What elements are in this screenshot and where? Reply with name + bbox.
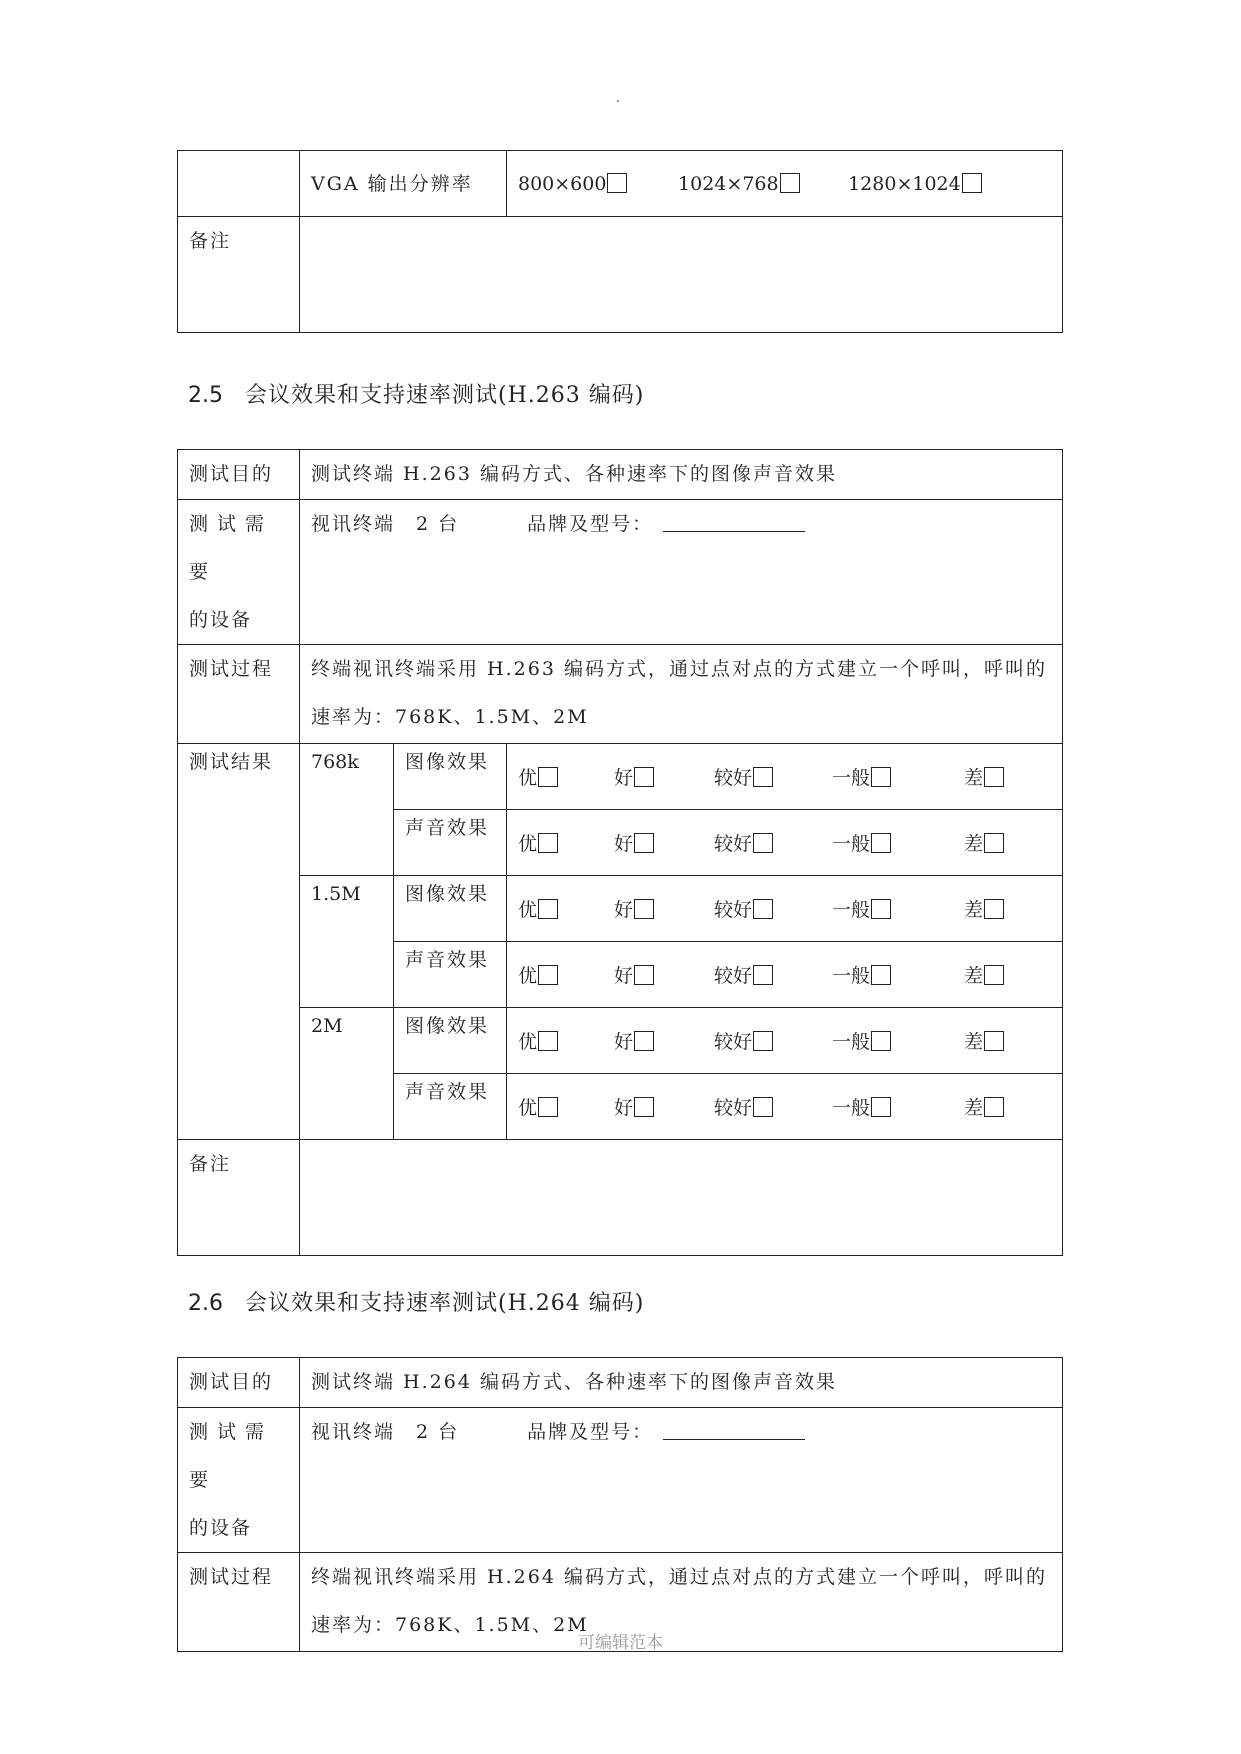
rating-option-label: 差 xyxy=(964,1031,984,1053)
rating-option xyxy=(614,952,714,1000)
notes-field[interactable] xyxy=(300,1140,1063,1256)
rating-option xyxy=(964,754,1004,802)
equipment-count: 视讯终端 2 台 xyxy=(311,1421,460,1443)
resolution-option xyxy=(848,160,982,208)
rating-option xyxy=(832,1084,964,1132)
checkbox[interactable] xyxy=(538,899,558,919)
rating-options xyxy=(507,876,1063,942)
resolution-table xyxy=(177,150,1063,333)
rating-option-label: 较好 xyxy=(714,767,753,789)
h263-test-table xyxy=(177,449,1063,1256)
checkbox[interactable] xyxy=(634,965,654,985)
brand-input[interactable] xyxy=(663,1421,805,1440)
process-text xyxy=(300,645,1063,744)
rating-option xyxy=(714,754,832,802)
checkbox[interactable] xyxy=(634,1097,654,1117)
rating-option xyxy=(714,952,832,1000)
rating-option-label: 一般 xyxy=(832,833,871,855)
checkbox[interactable] xyxy=(634,833,654,853)
rating-option-label: 优 xyxy=(518,1097,538,1119)
checkbox[interactable] xyxy=(962,173,982,193)
empty-cell xyxy=(178,151,300,217)
rating-option xyxy=(714,1018,832,1066)
rating-option-label: 差 xyxy=(964,833,984,855)
rating-option xyxy=(964,952,1004,1000)
checkbox[interactable] xyxy=(871,833,891,853)
checkbox[interactable] xyxy=(984,833,1004,853)
rate-label: 768k xyxy=(300,744,394,876)
rating-option xyxy=(614,886,714,934)
footer-text: 可编辑范本 xyxy=(578,1633,663,1653)
resolution-option-label: 1280×1024 xyxy=(848,172,961,195)
purpose-text: 测试终端 H.263 编码方式、各种速率下的图像声音效果 xyxy=(300,450,1063,500)
rating-option-label: 较好 xyxy=(714,899,753,921)
vga-resolution-label: VGA 输出分辨率 xyxy=(300,151,507,217)
brand-label: 品牌及型号： xyxy=(527,1421,654,1443)
checkbox[interactable] xyxy=(538,833,558,853)
sound-effect-label: 声音效果 xyxy=(394,810,507,876)
result-label: 测试结果 xyxy=(178,744,300,1140)
rating-option-label: 差 xyxy=(964,1097,984,1119)
rating-option-label: 一般 xyxy=(832,1097,871,1119)
equipment-label xyxy=(178,500,300,645)
rating-option-label: 一般 xyxy=(832,767,871,789)
checkbox[interactable] xyxy=(753,1031,773,1051)
notes-label: 备注 xyxy=(178,217,300,333)
rating-option xyxy=(832,754,964,802)
section-title: 会议效果和支持速率测试(H.264 编码) xyxy=(245,1291,645,1316)
resolution-option-label: 1024×768 xyxy=(678,172,779,195)
rating-option-label: 优 xyxy=(518,899,538,921)
checkbox[interactable] xyxy=(984,1031,1004,1051)
rating-option xyxy=(518,1084,614,1132)
section-heading-2-6 xyxy=(188,1286,644,1317)
process-label: 测试过程 xyxy=(178,1553,300,1652)
notes-label: 备注 xyxy=(178,1140,300,1256)
section-number: 2.5 xyxy=(188,383,223,408)
notes-field[interactable] xyxy=(300,217,1063,333)
equipment-count: 视讯终端 2 台 xyxy=(311,513,460,535)
rating-options xyxy=(507,1008,1063,1074)
rating-option-label: 优 xyxy=(518,767,538,789)
rating-option-label: 好 xyxy=(614,767,634,789)
checkbox[interactable] xyxy=(753,899,773,919)
h264-test-table xyxy=(177,1357,1063,1652)
equipment-label-line2: 的设备 xyxy=(189,1517,253,1539)
rating-option xyxy=(518,1018,614,1066)
rating-option xyxy=(832,952,964,1000)
checkbox[interactable] xyxy=(871,899,891,919)
checkbox[interactable] xyxy=(871,767,891,787)
rating-option-label: 一般 xyxy=(832,1031,871,1053)
checkbox[interactable] xyxy=(753,833,773,853)
brand-label: 品牌及型号： xyxy=(527,513,654,535)
rating-option xyxy=(964,886,1004,934)
rating-option xyxy=(964,820,1004,868)
checkbox[interactable] xyxy=(538,767,558,787)
rating-option-label: 较好 xyxy=(714,833,753,855)
rating-option xyxy=(614,820,714,868)
process-text-line1: 终端视讯终端采用 H.263 编码方式，通过点对点的方式建立一个呼叫，呼叫的 xyxy=(311,658,1047,680)
rate-label: 2M xyxy=(300,1008,394,1140)
sound-effect-label: 声音效果 xyxy=(394,942,507,1008)
checkbox[interactable] xyxy=(538,965,558,985)
rating-option xyxy=(518,886,614,934)
equipment-text xyxy=(300,1408,1063,1553)
checkbox[interactable] xyxy=(871,1097,891,1117)
rating-option xyxy=(714,820,832,868)
rate-label: 1.5M xyxy=(300,876,394,1008)
checkbox[interactable] xyxy=(984,899,1004,919)
purpose-label: 测试目的 xyxy=(178,1358,300,1408)
rating-option-label: 较好 xyxy=(714,965,753,987)
section-title: 会议效果和支持速率测试(H.263 编码) xyxy=(245,383,645,408)
rating-option-label: 差 xyxy=(964,899,984,921)
rating-option-label: 优 xyxy=(518,1031,538,1053)
checkbox[interactable] xyxy=(753,767,773,787)
checkbox[interactable] xyxy=(871,1031,891,1051)
equipment-label-line1: 测试需要 xyxy=(189,1421,274,1491)
rating-option-label: 好 xyxy=(614,1031,634,1053)
rating-option xyxy=(832,886,964,934)
checkbox[interactable] xyxy=(634,1031,654,1051)
equipment-label-line1: 测试需要 xyxy=(189,513,274,583)
checkbox[interactable] xyxy=(634,767,654,787)
rating-option-label: 优 xyxy=(518,965,538,987)
rating-options xyxy=(507,744,1063,810)
rating-options xyxy=(507,810,1063,876)
rating-option-label: 一般 xyxy=(832,965,871,987)
checkbox[interactable] xyxy=(984,767,1004,787)
image-effect-label: 图像效果 xyxy=(394,744,507,810)
checkbox[interactable] xyxy=(984,965,1004,985)
checkbox[interactable] xyxy=(871,965,891,985)
rating-option xyxy=(614,1018,714,1066)
header-dot xyxy=(617,100,619,102)
rating-option-label: 好 xyxy=(614,965,634,987)
resolution-option-label: 800×600 xyxy=(518,172,607,195)
purpose-text: 测试终端 H.264 编码方式、各种速率下的图像声音效果 xyxy=(300,1358,1063,1408)
rating-option-label: 优 xyxy=(518,833,538,855)
brand-input[interactable] xyxy=(663,513,805,532)
rating-option xyxy=(518,820,614,868)
checkbox[interactable] xyxy=(753,1097,773,1117)
rating-option-label: 较好 xyxy=(714,1097,753,1119)
process-text-line2: 速率为：768K、1.5M、2M xyxy=(311,1614,589,1636)
process-label: 测试过程 xyxy=(178,645,300,744)
section-number: 2.6 xyxy=(188,1291,223,1316)
rating-option xyxy=(518,952,614,1000)
rating-option-label: 差 xyxy=(964,767,984,789)
resolution-option xyxy=(518,160,672,208)
rating-option-label: 好 xyxy=(614,833,634,855)
rating-option xyxy=(714,886,832,934)
rating-option xyxy=(964,1018,1004,1066)
equipment-label xyxy=(178,1408,300,1553)
checkbox[interactable] xyxy=(538,1097,558,1117)
rating-option xyxy=(614,754,714,802)
resolution-options xyxy=(507,151,1063,217)
rating-options xyxy=(507,942,1063,1008)
checkbox[interactable] xyxy=(984,1097,1004,1117)
rating-option xyxy=(832,1018,964,1066)
resolution-option xyxy=(678,160,842,208)
process-text-line2: 速率为：768K、1.5M、2M xyxy=(311,706,589,728)
rating-option xyxy=(964,1084,1004,1132)
rating-options xyxy=(507,1074,1063,1140)
rating-option-label: 好 xyxy=(614,1097,634,1119)
rating-option xyxy=(714,1084,832,1132)
rating-option xyxy=(614,1084,714,1132)
purpose-label: 测试目的 xyxy=(178,450,300,500)
image-effect-label: 图像效果 xyxy=(394,876,507,942)
equipment-text xyxy=(300,500,1063,645)
checkbox[interactable] xyxy=(607,173,627,193)
rating-option-label: 差 xyxy=(964,965,984,987)
checkbox[interactable] xyxy=(753,965,773,985)
rating-option-label: 较好 xyxy=(714,1031,753,1053)
checkbox[interactable] xyxy=(538,1031,558,1051)
rating-option xyxy=(832,820,964,868)
section-heading-2-5 xyxy=(188,378,644,409)
rating-option-label: 一般 xyxy=(832,899,871,921)
checkbox[interactable] xyxy=(780,173,800,193)
sound-effect-label: 声音效果 xyxy=(394,1074,507,1140)
equipment-label-line2: 的设备 xyxy=(189,609,253,631)
checkbox[interactable] xyxy=(634,899,654,919)
rating-option-label: 好 xyxy=(614,899,634,921)
rating-option xyxy=(518,754,614,802)
image-effect-label: 图像效果 xyxy=(394,1008,507,1074)
process-text-line1: 终端视讯终端采用 H.264 编码方式，通过点对点的方式建立一个呼叫，呼叫的 xyxy=(311,1566,1047,1588)
